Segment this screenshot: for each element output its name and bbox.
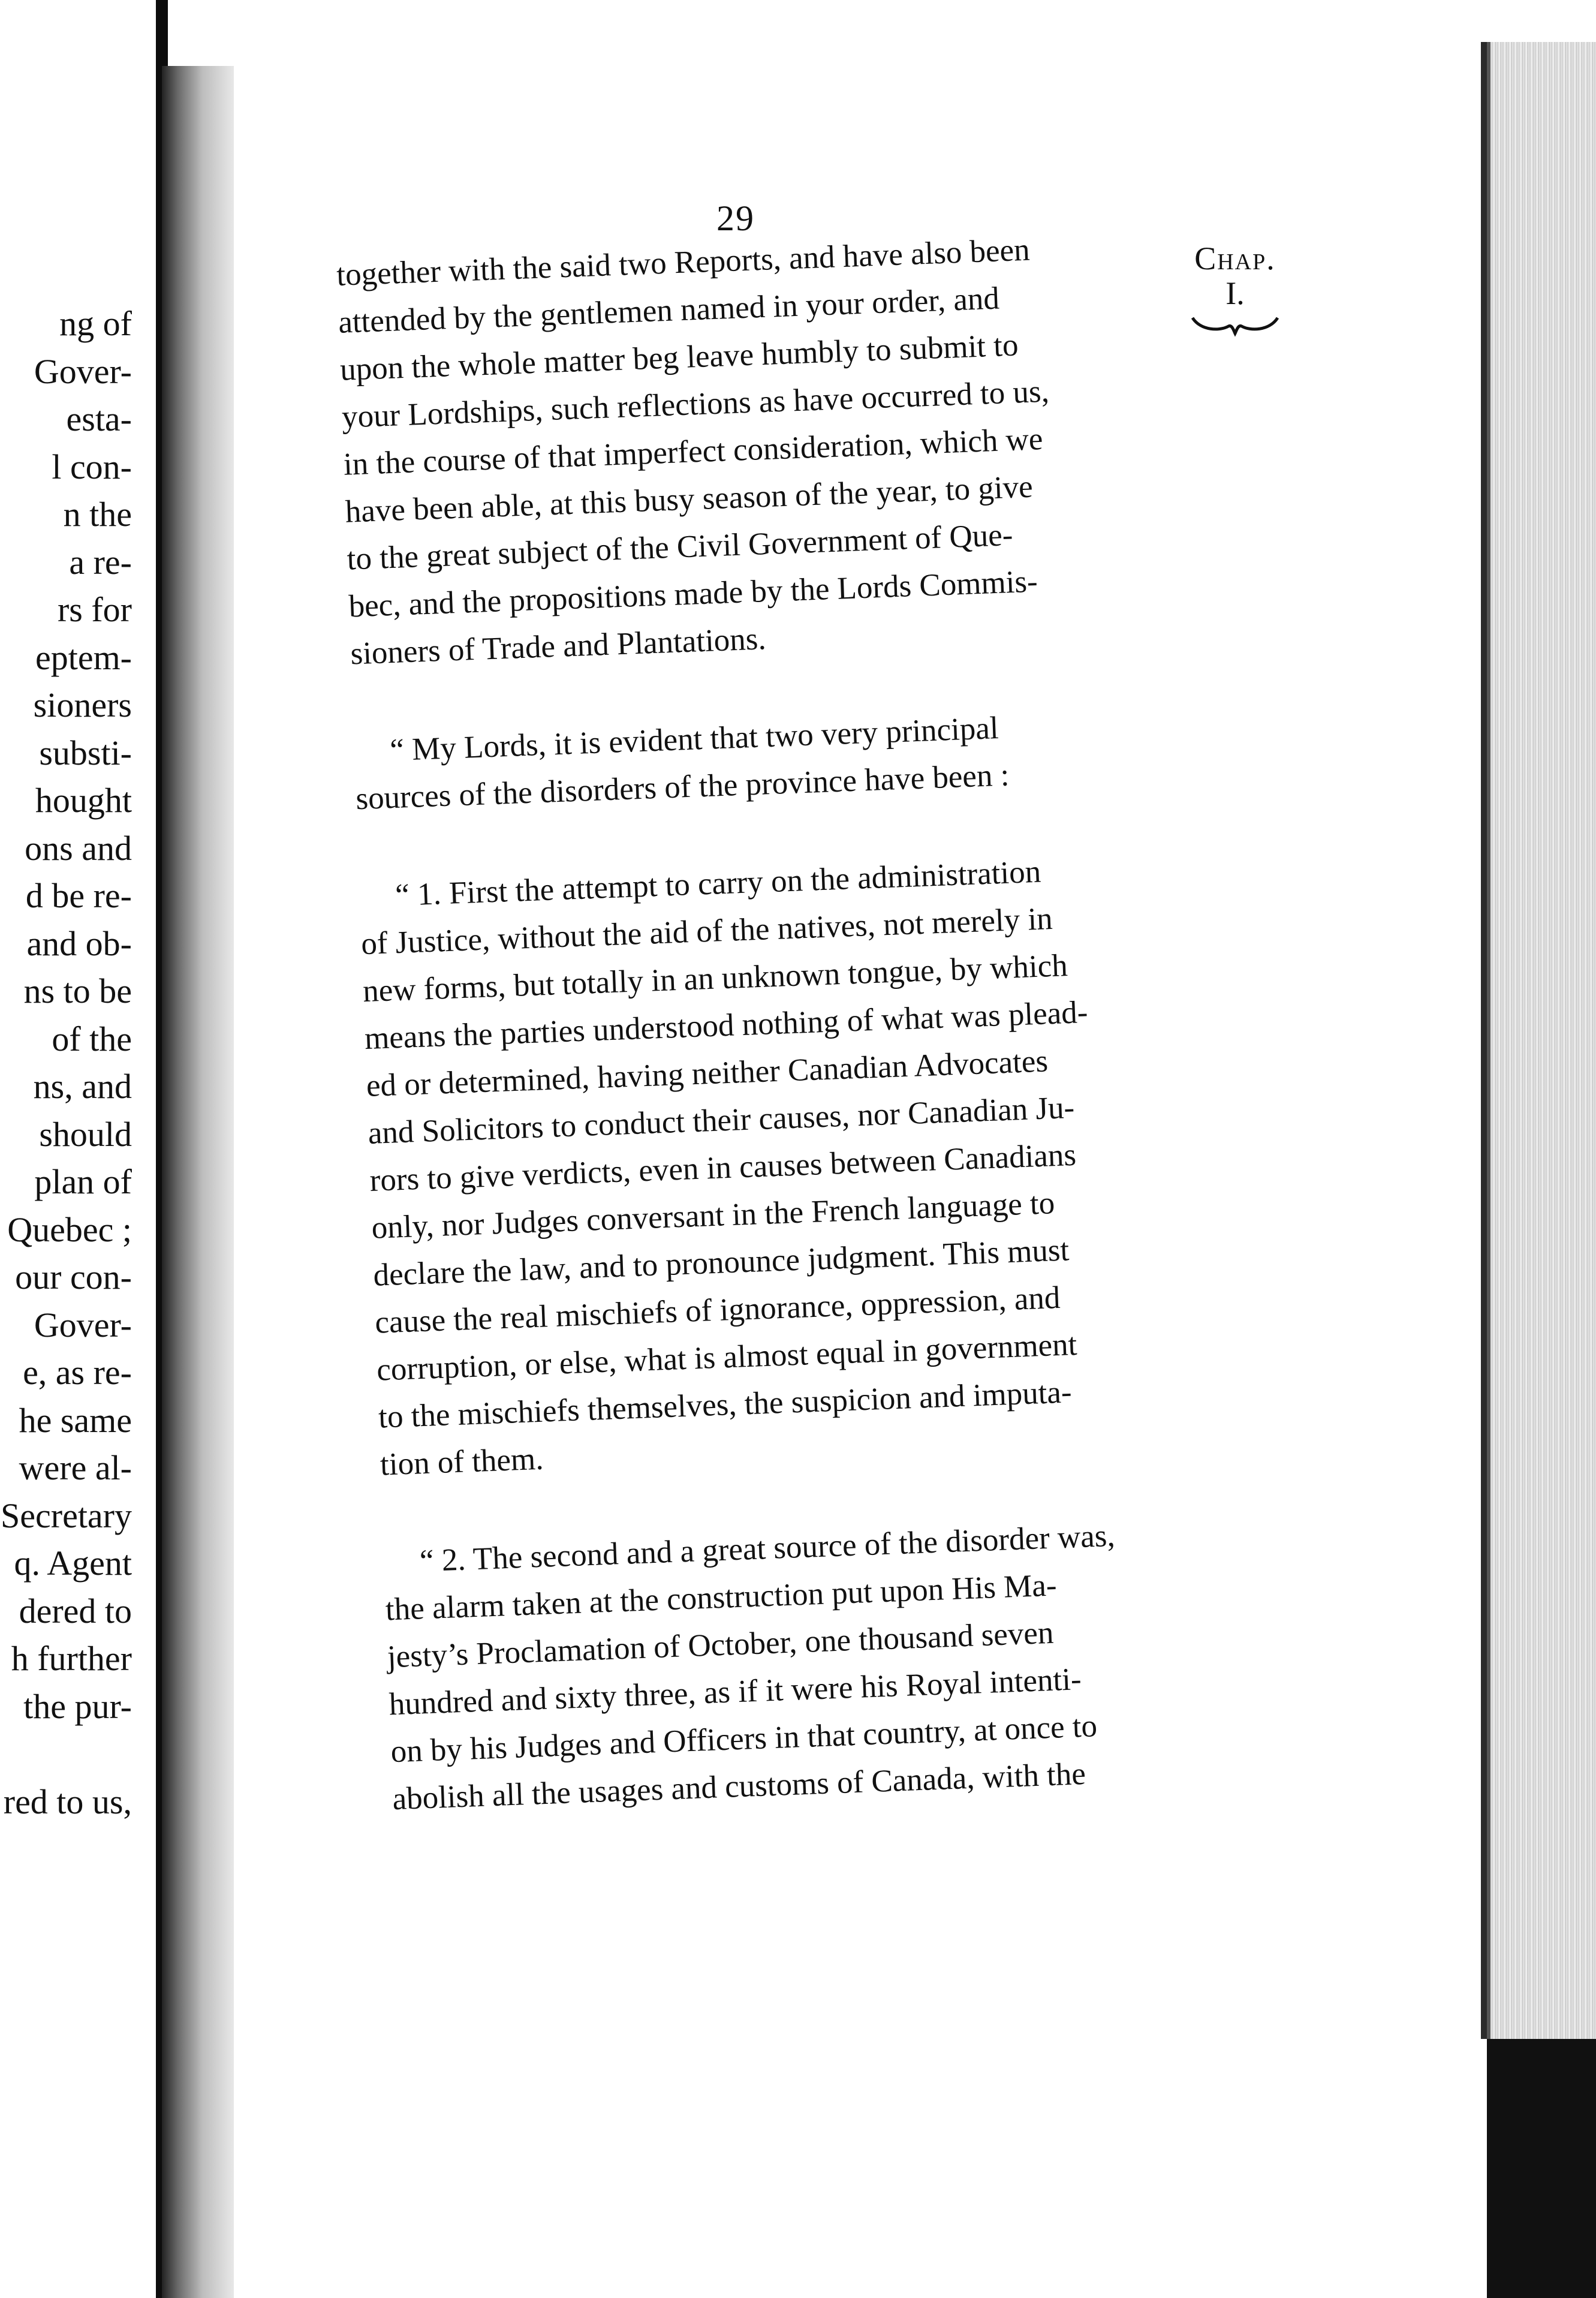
- left-line: red to us,: [3, 1782, 132, 1821]
- left-line: substi-: [39, 733, 132, 772]
- text-line: “ 2. The second and a great source of the disorder was,: [419, 1518, 1116, 1579]
- text-line: abolish all the usages and customs of Canada, with the: [392, 1756, 1086, 1817]
- text-line: and Solicitors to conduct their causes, nor Canadian Ju-: [367, 1090, 1076, 1151]
- left-line: ng of: [59, 304, 132, 343]
- text-line: jesty’s Proclamation of October, one thousand seven: [386, 1615, 1055, 1675]
- text-line: “ 1. First the attempt to carry on the administration: [395, 854, 1042, 913]
- left-line: h further: [11, 1639, 132, 1678]
- text-line: “ My Lords, it is evident that two very principal: [389, 711, 999, 768]
- text-line: have been able, at this busy season of the year, to give: [344, 469, 1034, 530]
- text-line: tion of them.: [380, 1441, 544, 1482]
- text-line: corruption, or else, what is almost equal in government: [376, 1327, 1078, 1388]
- left-line: a re-: [69, 542, 132, 582]
- text-line: rors to give verdicts, even in causes between Canadians: [369, 1137, 1077, 1198]
- left-line: plan of: [34, 1162, 132, 1201]
- left-line: dered to: [19, 1591, 132, 1631]
- left-line: sioners: [33, 685, 132, 724]
- book-fore-edge: [1487, 42, 1596, 2039]
- chapter-heading: Chap.: [1194, 240, 1276, 276]
- text-line: to the mischiefs themselves, the suspicion and imputa-: [378, 1374, 1073, 1435]
- book-fore-edge-dark: [1487, 2039, 1596, 2298]
- left-line: the pur-: [23, 1686, 132, 1726]
- left-line: d be re-: [25, 876, 132, 915]
- text-line: means the parties understood nothing of what was plead-: [364, 994, 1089, 1057]
- paragraph-4: [383, 1507, 1262, 1823]
- text-line: attended by the gentlemen named in your order, and: [338, 281, 1000, 340]
- left-line: l con-: [52, 447, 132, 486]
- text-line: sioners of Trade and Plantations.: [350, 621, 767, 672]
- left-line: hought: [35, 781, 132, 820]
- paragraph-3: [359, 841, 1250, 1488]
- text-line: declare the law, and to pronounce judgment. This must: [372, 1232, 1070, 1293]
- text-line: of Justice, without the aid of the natives, not merely in: [360, 901, 1053, 962]
- left-line: ns, and: [33, 1067, 132, 1106]
- left-line: e, as re-: [23, 1353, 132, 1392]
- left-line: Secretary: [1, 1496, 132, 1535]
- chapter-number: I.: [1225, 275, 1245, 311]
- left-page-text: [1, 300, 132, 1825]
- left-line: ns to be: [23, 971, 132, 1010]
- left-line: ons and: [25, 828, 132, 868]
- left-line: [1, 1730, 132, 1778]
- text-line: bec, and the propositions made by the Lords Commis-: [348, 564, 1038, 624]
- text-line: new forms, but totally in an unknown tongue, by which: [362, 948, 1068, 1009]
- left-line: Gover-: [34, 351, 132, 391]
- text-line: your Lordships, such reflections as have occurred to us,: [341, 374, 1050, 435]
- text-line: sources of the disorders of the province have been :: [355, 757, 1010, 817]
- left-line: Gover-: [34, 1305, 132, 1344]
- text-line: together with the said two Reports, and have also been: [336, 232, 1031, 293]
- text-line: on by his Judges and Officers in that country, at once to: [390, 1709, 1098, 1770]
- left-line: should: [39, 1114, 132, 1154]
- main-text: [336, 220, 1262, 1823]
- left-line: were al-: [19, 1448, 132, 1487]
- page-number: 29: [716, 198, 755, 238]
- paragraph-1: [336, 220, 1220, 678]
- left-line: Quebec ;: [7, 1210, 132, 1249]
- left-line: our con-: [15, 1258, 132, 1297]
- left-line: esta-: [66, 399, 132, 438]
- left-line: q. Agent: [14, 1544, 132, 1583]
- left-line: rs for: [57, 590, 132, 629]
- left-line: n the: [63, 495, 132, 534]
- left-line: of the: [52, 1019, 132, 1058]
- text-line: in the course of that imperfect consideration, which we: [342, 422, 1044, 482]
- left-line: he same: [19, 1400, 132, 1440]
- text-line: hundred and sixty three, as if it were his Royal intenti-: [388, 1662, 1082, 1722]
- text-line: cause the real mischiefs of ignorance, oppression, and: [374, 1280, 1061, 1340]
- text-line: ed or determined, having neither Canadian Advocates: [365, 1043, 1049, 1104]
- left-line: and ob-: [26, 924, 132, 963]
- text-line: only, nor Judges conversant in the French language to: [371, 1186, 1056, 1246]
- text-line: upon the whole matter beg leave humbly to submit to: [339, 327, 1019, 387]
- text-line: the alarm taken at the construction put upon His Ma-: [384, 1568, 1058, 1628]
- left-line: eptem-: [35, 637, 132, 677]
- text-line: to the great subject of the Civil Government of Que-: [346, 517, 1014, 577]
